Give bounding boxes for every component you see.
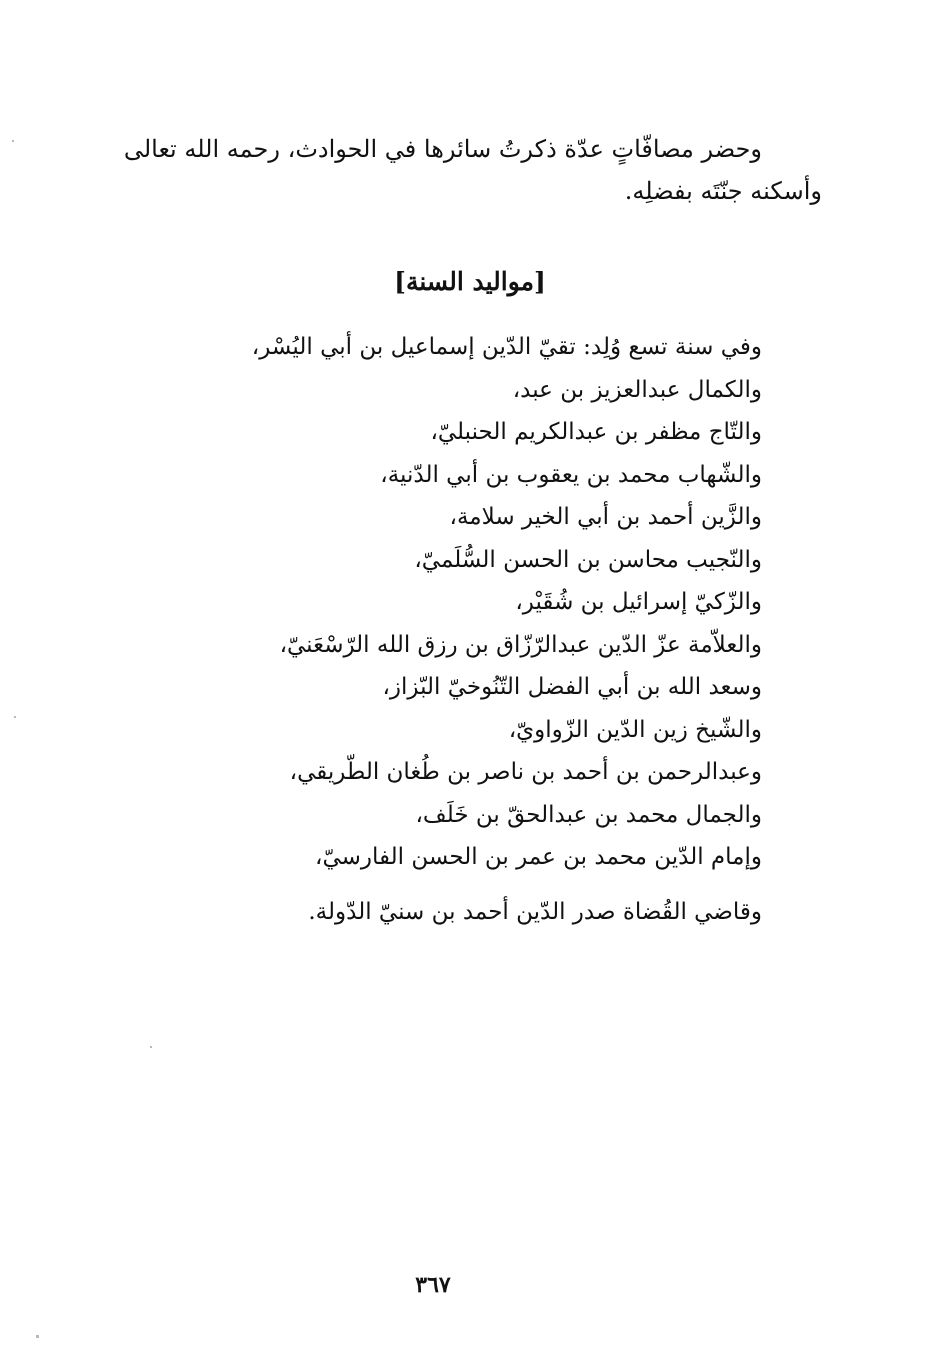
list-item: وقاضي القُضاة صدر الدّين أحمد بن سنيّ الدّولة. bbox=[308, 898, 762, 925]
list-item: والتّاج مظفر بن عبدالكريم الحنبليّ، bbox=[430, 419, 762, 445]
list-item: والكمال عبدالعزيز بن عبد، bbox=[512, 376, 762, 403]
list-item: والزَّين أحمد بن أبي الخير سلامة، bbox=[449, 504, 762, 530]
list-item: وفي سنة تسع وُلِد: تقيّ الدّين إسماعيل بن أبي اليُسْر، bbox=[251, 334, 762, 360]
births-list bbox=[222, 326, 762, 933]
list-item: والزّكيّ إسرائيل بن شُقَيْر، bbox=[515, 589, 762, 615]
list-item: والشّيخ زين الدّين الزّواويّ، bbox=[508, 716, 762, 743]
section-heading: [مواليد السنة] bbox=[394, 267, 546, 296]
page-number: ٣٦٧ bbox=[415, 1272, 451, 1298]
list-item: وعبدالرحمن بن أحمد بن ناصر بن طُغان الطّريقي، bbox=[289, 759, 762, 785]
intro-line-2: وأسكنه جنّتَه بفضلِه. bbox=[624, 177, 822, 205]
scan-speck bbox=[150, 1046, 152, 1048]
intro-line-1: وحضر مصافّاتٍ عدّة ذكرتُ سائرها في الحوادث، رحمه الله تعالى bbox=[123, 135, 762, 163]
list-item: والنّجيب محاسن بن الحسن السُّلَميّ، bbox=[414, 546, 762, 573]
scan-speck bbox=[36, 1335, 39, 1338]
list-item: والعلاّمة عزّ الدّين عبدالرّزّاق بن رزق الله الرّسْعَنيّ، bbox=[279, 631, 762, 658]
intro-paragraph bbox=[92, 128, 822, 212]
list-item: وإمام الدّين محمد بن عمر بن الحسن الفارسيّ، bbox=[315, 844, 762, 870]
list-item: والجمال محمد بن عبدالحقّ بن خَلَف، bbox=[415, 801, 762, 828]
list-item: وسعد الله بن أبي الفضل التّنُوخيّ البّزاز، bbox=[382, 674, 762, 700]
scan-speck bbox=[14, 716, 16, 718]
list-item: والشّهاب محمد بن يعقوب بن أبي الدّنية، bbox=[380, 461, 762, 488]
scan-speck bbox=[12, 140, 14, 142]
